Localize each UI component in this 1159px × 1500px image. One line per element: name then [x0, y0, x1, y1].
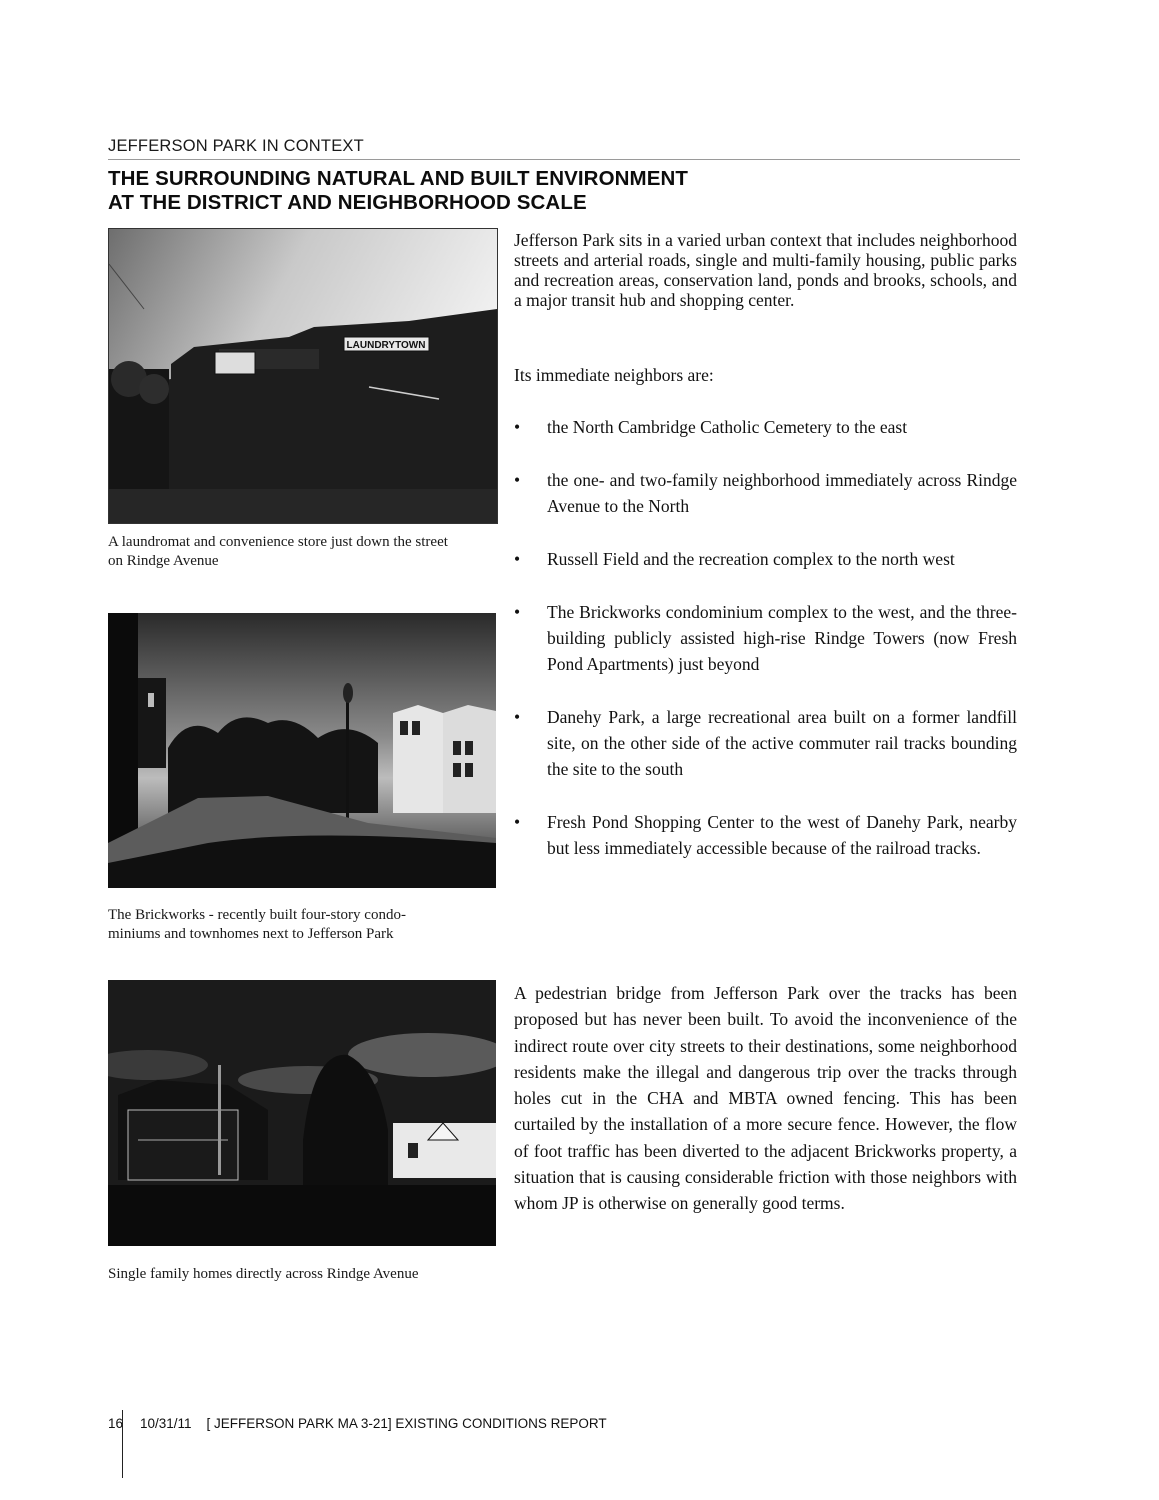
- intro-paragraph: Jefferson Park sits in a varied urban context that includes neighborhood streets and arterial roads, single and multi-family housing, public parks and recreation areas, conservation land, ponds and brooks, schools, and a major transit hub and shopping center.: [514, 230, 1017, 310]
- list-item: [514, 546, 1017, 572]
- page-number: 16: [108, 1416, 124, 1431]
- bullet-icon: •: [514, 549, 521, 569]
- header-rule: [108, 159, 1020, 160]
- bullet-icon: •: [514, 417, 521, 437]
- bullet-icon: •: [514, 707, 521, 727]
- list-item-text: Fresh Pond Shopping Center to the west of Danehy Park, nearby but less immediately accessible because of the railroad tracks.: [547, 812, 1017, 858]
- footer-report-title: 10/31/11 [ JEFFERSON PARK MA 3-21] EXISTING CONDITIONS REPORT: [140, 1416, 607, 1431]
- photo-caption: Single family homes directly across Rindge Avenue: [108, 1266, 419, 1282]
- brickworks-image: [108, 613, 496, 888]
- bullet-icon: •: [514, 470, 521, 490]
- bullet-icon: •: [514, 602, 521, 622]
- list-item-text: Danehy Park, a large recreational area built on a former landfill site, on the other side of the active commuter rail tracks bounding the site to the south: [547, 707, 1017, 779]
- photo-caption: A laundromat and convenience store just down the street on Rindge Avenue: [108, 534, 448, 569]
- photo-caption: The Brickworks - recently built four-story condo-miniums and townhomes next to Jefferson Park: [108, 907, 406, 942]
- photo-laundromat: [108, 228, 498, 524]
- list-item-text: The Brickworks condominium complex to the west, and the three-building publicly assisted high-rise Rindge Towers (now Fresh Pond Apartments) just beyond: [547, 602, 1017, 674]
- section-label: JEFFERSON PARK IN CONTEXT: [108, 137, 364, 155]
- photo-brickworks: [108, 613, 496, 888]
- page-title: [108, 167, 688, 215]
- list-item: [514, 414, 1017, 440]
- bullet-icon: •: [514, 812, 521, 832]
- page-title-line: AT THE DISTRICT AND NEIGHBORHOOD SCALE: [108, 191, 587, 214]
- laundromat-image: [109, 229, 497, 523]
- list-item: [514, 704, 1017, 782]
- page-title-line: THE SURROUNDING NATURAL AND BUILT ENVIRONMENT: [108, 167, 689, 190]
- laundrytown-sign: LAUNDRYTOWN: [346, 340, 426, 351]
- list-item: [514, 599, 1017, 677]
- list-item-text: Russell Field and the recreation complex to the north west: [547, 549, 955, 569]
- photo-single-family-homes: [108, 980, 496, 1246]
- list-item-text: the one- and two-family neighborhood immediately across Rindge Avenue to the North: [547, 470, 1017, 516]
- list-item: [514, 809, 1017, 861]
- single-family-homes-image: [108, 980, 496, 1246]
- bridge-paragraph: A pedestrian bridge from Jefferson Park over the tracks has been proposed but has never been built. To avoid the inconvenience of the indirect route over city streets to their destinations, some neighborhood residents make the illegal and dangerous trip over the tracks through holes cut in the CHA and MBTA owned fencing. This has been curtailed by the installation of a more secure fence. However, the flow of foot traffic has been diverted to the adjacent Brickworks property, a situation that is causing considerable friction with those neighbors with whom JP is otherwise on generally good terms.: [514, 983, 1017, 1214]
- list-item-text: the North Cambridge Catholic Cemetery to the east: [547, 417, 908, 437]
- neighbors-lead: Its immediate neighbors are:: [514, 365, 714, 385]
- footer-divider: [122, 1410, 123, 1478]
- neighbors-list: [514, 414, 1017, 888]
- list-item: [514, 467, 1017, 519]
